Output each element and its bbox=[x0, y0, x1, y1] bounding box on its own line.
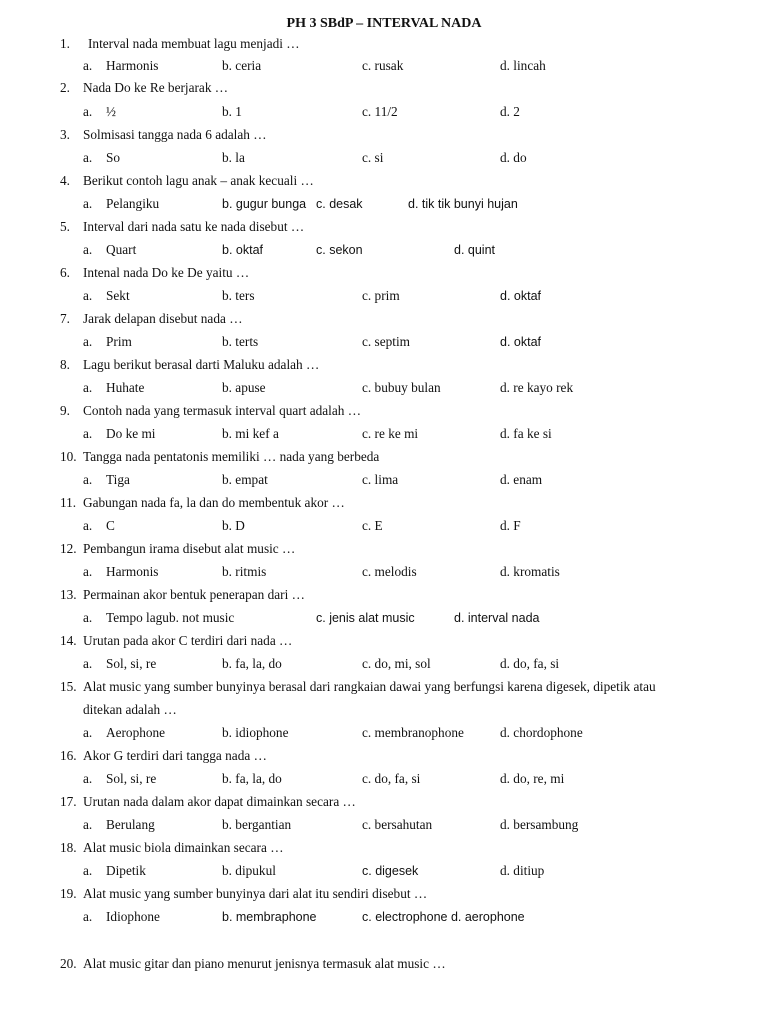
options-19 bbox=[0, 907, 768, 927]
options-9 bbox=[0, 424, 768, 444]
option-c: c. do, fa, si bbox=[362, 771, 421, 786]
option-b: b. mi kef a bbox=[222, 426, 279, 441]
options-1 bbox=[0, 56, 768, 76]
option-a: Harmonis bbox=[106, 58, 159, 73]
question-text: Urutan pada akor C terdiri dari nada … bbox=[83, 633, 293, 648]
option-d: d. oktaf bbox=[500, 335, 541, 349]
question-text: Contoh nada yang termasuk interval quart adalah … bbox=[83, 403, 362, 418]
option-d: d. enam bbox=[500, 472, 543, 487]
question-number: 4. bbox=[60, 173, 70, 188]
question-text: Jarak delapan disebut nada … bbox=[83, 311, 243, 326]
question-14 bbox=[0, 631, 768, 651]
option-a-letter: a. bbox=[83, 288, 93, 303]
option-c: c. 11/2 bbox=[362, 104, 398, 119]
question-text: Alat music yang sumber bunyinya dari alat itu sendiri disebut … bbox=[83, 886, 428, 901]
option-a-letter: a. bbox=[83, 426, 93, 441]
option-c: c. si bbox=[362, 150, 384, 165]
options-16 bbox=[0, 769, 768, 789]
options-5 bbox=[0, 240, 768, 260]
option-a: C bbox=[106, 518, 115, 533]
option-a-letter: a. bbox=[83, 518, 93, 533]
option-d: d. interval nada bbox=[454, 611, 540, 625]
option-d: d. F bbox=[500, 518, 521, 533]
option-a: Do ke mi bbox=[106, 426, 156, 441]
options-17 bbox=[0, 815, 768, 835]
option-d: d. fa ke si bbox=[500, 426, 552, 441]
question-number: 11. bbox=[60, 495, 77, 510]
option-c: c. sekon bbox=[316, 243, 363, 257]
option-a: Dipetik bbox=[106, 863, 146, 878]
option-a: Sol, si, re bbox=[106, 771, 157, 786]
option-b: b. gugur bunga bbox=[222, 197, 307, 211]
option-c: c. bersahutan bbox=[362, 817, 433, 832]
option-d: d. lincah bbox=[500, 58, 546, 73]
option-a-letter: a. bbox=[83, 909, 93, 924]
option-a: Prim bbox=[106, 334, 132, 349]
option-a: Idiophone bbox=[106, 909, 160, 924]
question-19 bbox=[0, 884, 768, 904]
option-a-letter: a. bbox=[83, 564, 93, 579]
option-a: So bbox=[106, 150, 121, 165]
question-number: 2. bbox=[60, 80, 70, 95]
option-c: c. melodis bbox=[362, 564, 417, 579]
option-b: b. apuse bbox=[222, 380, 266, 395]
option-b: b. fa, la, do bbox=[222, 771, 282, 786]
option-a-letter: a. bbox=[83, 380, 93, 395]
question-text: Berikut contoh lagu anak – anak kecuali … bbox=[83, 173, 314, 188]
option-c: c. do, mi, sol bbox=[362, 656, 431, 671]
question-number: 18. bbox=[60, 840, 77, 855]
question-5 bbox=[0, 217, 768, 237]
question-4 bbox=[0, 171, 768, 191]
question-number: 15. bbox=[60, 679, 77, 694]
question-text: Gabungan nada fa, la dan do membentuk akor … bbox=[83, 495, 345, 510]
option-c: c. re ke mi bbox=[362, 426, 419, 441]
option-a: ½ bbox=[106, 104, 116, 119]
option-c: c. E bbox=[362, 518, 383, 533]
option-a: Tiga bbox=[106, 472, 130, 487]
question-number: 8. bbox=[60, 357, 70, 372]
question-text: Interval dari nada satu ke nada disebut … bbox=[83, 219, 305, 234]
option-d: d. bersambung bbox=[500, 817, 579, 832]
option-b: b. terts bbox=[222, 334, 259, 349]
option-d: d. kromatis bbox=[500, 564, 560, 579]
options-12 bbox=[0, 562, 768, 582]
question-text: Alat music yang sumber bunyinya berasal dari rangkaian dawai yang berfungsi karena digesek, dipetik atau bbox=[83, 679, 656, 694]
question-text: Solmisasi tangga nada 6 adalah … bbox=[83, 127, 267, 142]
option-d: d. re kayo rek bbox=[500, 380, 574, 395]
options-15 bbox=[0, 723, 768, 743]
option-a-letter: a. bbox=[83, 610, 93, 625]
question-number: 7. bbox=[60, 311, 70, 326]
option-d: d. 2 bbox=[500, 104, 520, 119]
option-a-letter: a. bbox=[83, 472, 93, 487]
option-a: Aerophone bbox=[106, 725, 166, 740]
option-a-letter: a. bbox=[83, 771, 93, 786]
question-number: 13. bbox=[60, 587, 77, 602]
question-8 bbox=[0, 355, 768, 375]
question-number: 10. bbox=[60, 449, 77, 464]
options-14 bbox=[0, 654, 768, 674]
question-number: 14. bbox=[60, 633, 77, 648]
question-7 bbox=[0, 309, 768, 329]
question-number: 20. bbox=[60, 956, 77, 971]
option-b: b. empat bbox=[222, 472, 268, 487]
option-d: d. oktaf bbox=[500, 289, 541, 303]
question-6 bbox=[0, 263, 768, 283]
option-b: b. dipukul bbox=[222, 863, 276, 878]
options-13 bbox=[0, 608, 768, 628]
option-a-letter: a. bbox=[83, 104, 93, 119]
option-a-letter: a. bbox=[83, 725, 93, 740]
question-text: Pembangun irama disebut alat music … bbox=[83, 541, 296, 556]
question-text-continued: ditekan adalah … bbox=[83, 702, 177, 717]
question-number: 12. bbox=[60, 541, 77, 556]
option-a: Tempo lagub. not music bbox=[106, 610, 235, 625]
question-number: 5. bbox=[60, 219, 70, 234]
option-a-letter: a. bbox=[83, 863, 93, 878]
option-b: b. idiophone bbox=[222, 725, 289, 740]
option-c: c. jenis alat music bbox=[316, 611, 415, 625]
question-15 bbox=[0, 677, 768, 697]
question-text: Alat music gitar dan piano menurut jenisnya termasuk alat music … bbox=[83, 956, 446, 971]
option-b: b. D bbox=[222, 518, 245, 533]
option-d: d. do bbox=[500, 150, 527, 165]
question-16 bbox=[0, 746, 768, 766]
question-3 bbox=[0, 125, 768, 145]
question-9 bbox=[0, 401, 768, 421]
question-12 bbox=[0, 539, 768, 559]
question-number: 19. bbox=[60, 886, 77, 901]
question-17 bbox=[0, 792, 768, 812]
question-text: Alat music biola dimainkan secara … bbox=[83, 840, 284, 855]
question-text: Permainan akor bentuk penerapan dari … bbox=[83, 587, 305, 602]
option-a-letter: a. bbox=[83, 58, 93, 73]
options-7 bbox=[0, 332, 768, 352]
option-d: d. chordophone bbox=[500, 725, 583, 740]
options-3 bbox=[0, 148, 768, 168]
question-number: 17. bbox=[60, 794, 77, 809]
option-a-letter: a. bbox=[83, 334, 93, 349]
option-a: Quart bbox=[106, 242, 137, 257]
question-10 bbox=[0, 447, 768, 467]
option-a: Pelangiku bbox=[106, 196, 160, 211]
option-a-letter: a. bbox=[83, 817, 93, 832]
option-c: c. digesek bbox=[362, 864, 419, 878]
option-a: Berulang bbox=[106, 817, 155, 832]
question-13 bbox=[0, 585, 768, 605]
option-b: b. membraphone bbox=[222, 910, 317, 924]
option-c: c. membranophone bbox=[362, 725, 464, 740]
question-number: 16. bbox=[60, 748, 77, 763]
question-text: Akor G terdiri dari tangga nada … bbox=[83, 748, 267, 763]
option-a-letter: a. bbox=[83, 242, 93, 257]
option-a-letter: a. bbox=[83, 656, 93, 671]
option-c: c. electrophone d. aerophone bbox=[362, 910, 525, 924]
question-number: 1. bbox=[60, 36, 70, 51]
question-number: 3. bbox=[60, 127, 70, 142]
options-10 bbox=[0, 470, 768, 490]
option-c: c. septim bbox=[362, 334, 411, 349]
question-text: Tangga nada pentatonis memiliki … nada yang berbeda bbox=[83, 449, 380, 464]
page-title: PH 3 SBdP – INTERVAL NADA bbox=[286, 16, 482, 31]
options-11 bbox=[0, 516, 768, 536]
question-15-continued bbox=[0, 700, 768, 720]
options-4 bbox=[0, 194, 768, 214]
option-b: b. la bbox=[222, 150, 245, 165]
question-2 bbox=[0, 78, 768, 98]
question-text: Interval nada membuat lagu menjadi … bbox=[88, 36, 300, 51]
option-c: c. lima bbox=[362, 472, 399, 487]
option-b: b. ceria bbox=[222, 58, 262, 73]
option-b: b. ritmis bbox=[222, 564, 267, 579]
option-a-letter: a. bbox=[83, 196, 93, 211]
question-text: Urutan nada dalam akor dapat dimainkan secara … bbox=[83, 794, 356, 809]
question-number: 9. bbox=[60, 403, 70, 418]
option-b: b. oktaf bbox=[222, 243, 263, 257]
options-8 bbox=[0, 378, 768, 398]
option-a-letter: a. bbox=[83, 150, 93, 165]
question-18 bbox=[0, 838, 768, 858]
option-a: Harmonis bbox=[106, 564, 159, 579]
option-d: d. do, fa, si bbox=[500, 656, 560, 671]
question-text: Lagu berikut berasal darti Maluku adalah … bbox=[83, 357, 320, 372]
option-c: c. rusak bbox=[362, 58, 404, 73]
question-text: Nada Do ke Re berjarak … bbox=[83, 80, 229, 95]
option-a: Huhate bbox=[106, 380, 145, 395]
question-text: Intenal nada Do ke De yaitu … bbox=[83, 265, 250, 280]
question-20 bbox=[0, 954, 768, 974]
option-c: c. bubuy bulan bbox=[362, 380, 441, 395]
option-d: d. quint bbox=[454, 243, 496, 257]
options-18 bbox=[0, 861, 768, 881]
option-b: b. 1 bbox=[222, 104, 242, 119]
option-a: Sekt bbox=[106, 288, 130, 303]
question-11 bbox=[0, 493, 768, 513]
option-b: b. ters bbox=[222, 288, 255, 303]
option-b: b. bergantian bbox=[222, 817, 292, 832]
option-a: Sol, si, re bbox=[106, 656, 157, 671]
question-1 bbox=[0, 34, 768, 54]
question-number: 6. bbox=[60, 265, 70, 280]
options-2 bbox=[0, 102, 768, 122]
options-6 bbox=[0, 286, 768, 306]
option-d: d. ditiup bbox=[500, 863, 545, 878]
option-d: d. tik tik bunyi hujan bbox=[408, 197, 518, 211]
option-c: c. desak bbox=[316, 197, 363, 211]
option-d: d. do, re, mi bbox=[500, 771, 565, 786]
option-c: c. prim bbox=[362, 288, 400, 303]
option-b: b. fa, la, do bbox=[222, 656, 282, 671]
